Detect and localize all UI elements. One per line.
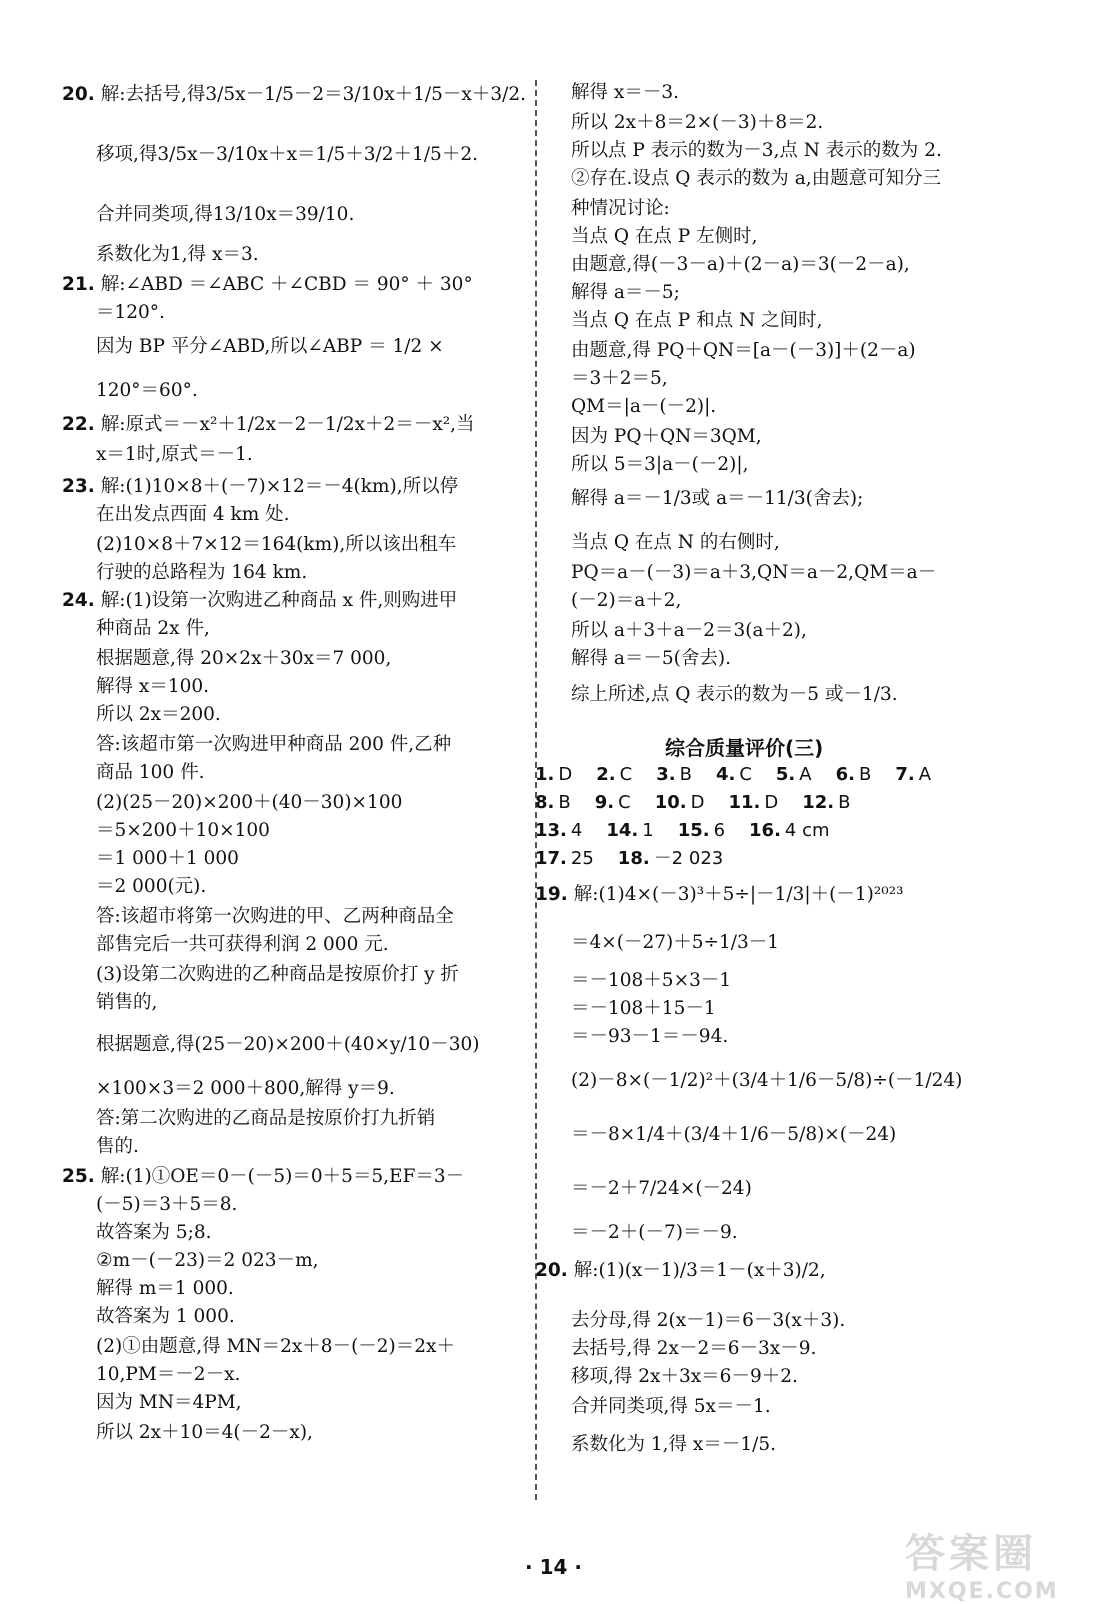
right-line (535, 1260, 826, 1282)
right-line: ②存在.设点 Q 表示的数为 a,由题意可知分三 (571, 168, 942, 189)
left-line (96, 244, 259, 266)
left-line (62, 414, 475, 436)
right-line (571, 1070, 962, 1092)
left-line (62, 476, 458, 498)
answer-row (535, 764, 955, 786)
answer-value: C (618, 792, 631, 813)
line-text: 去括号,得 2x－2＝6－3x－9. (571, 1338, 817, 1359)
left-line (96, 792, 402, 814)
line-text: 解:(1)4×(－3)³＋5÷|－1/3|＋(－1)²⁰²³ (573, 884, 904, 905)
answer-number: 2. (596, 764, 616, 785)
section-title: 综合质量评价(三) (665, 736, 824, 760)
left-line (62, 1166, 464, 1188)
answer-value: B (838, 792, 851, 813)
line-text: 解:(1)10×8＋(－7)×12＝－4(km),所以停 (100, 476, 459, 497)
left-line (96, 992, 157, 1014)
right-line (571, 970, 731, 992)
line-text: ＝2 000(元). (96, 876, 207, 897)
left-line (96, 534, 456, 556)
answer-number: 15. (677, 820, 710, 841)
answer-value: －2 023 (653, 848, 724, 869)
right-line: ＝3＋2＝5, (571, 368, 668, 389)
line-text: ＝4×(－27)＋5÷1/3－1 (571, 932, 780, 953)
question-number: 20. (62, 84, 95, 105)
right-line (571, 1310, 845, 1332)
line-text: (2)(25－20)×200＋(40－30)×100 (96, 792, 403, 813)
right-line (571, 1366, 798, 1388)
answer-value: 1 (642, 820, 654, 841)
line-text: 答:该超市将第一次购进的甲、乙两种商品全 (96, 906, 454, 927)
right-line (571, 1338, 816, 1360)
line-text: 故答案为 1 000. (96, 1306, 235, 1327)
line-text: 移项,得 2x＋3x＝6－9＋2. (571, 1366, 798, 1387)
line-text: ＝－108＋5×3－1 (571, 970, 732, 991)
right-line: 解得 a＝－1/3或 a＝－11/3(舍去); (571, 488, 864, 509)
left-line (96, 618, 210, 640)
left-line (96, 820, 270, 842)
line-text: 10,PM＝－2－x. (96, 1364, 241, 1385)
line-text: 所以 2x＋10＝4(－2－x), (96, 1422, 313, 1443)
right-line: 由题意,得(－3－a)＋(2－a)＝3(－2－a), (571, 254, 910, 275)
left-line (96, 906, 454, 928)
line-text: 根据题意,得 20×2x＋30x＝7 000, (96, 648, 392, 669)
right-line (571, 1396, 771, 1418)
right-line: PQ＝a－(－3)＝a＋3,QN＝a－2,QM＝a－ (571, 562, 937, 583)
line-text: 解:原式＝－x²＋1/2x－2－1/2x＋2＝－x²,当 (100, 414, 475, 435)
line-text: 根据题意,得(25－20)×200＋(40×y/10－30) (96, 1034, 480, 1055)
left-line (62, 590, 457, 612)
question-number: 23. (62, 476, 95, 497)
right-line: (－2)＝a＋2, (571, 590, 682, 611)
line-text: 解得 m＝1 000. (96, 1278, 234, 1299)
line-text: 销售的, (96, 992, 158, 1013)
line-text: 解:(1)①OE＝0－(－5)＝0＋5＝5,EF＝3－ (100, 1166, 465, 1187)
right-line: 解得 a＝－5; (571, 282, 680, 303)
right-line (571, 998, 716, 1020)
line-text: ＝120°. (96, 302, 165, 323)
answer-value: 4 cm (784, 820, 830, 841)
left-line (96, 876, 206, 898)
right-line: 所以点 P 表示的数为－3,点 N 表示的数为 2. (571, 140, 942, 161)
question-number: 22. (62, 414, 95, 435)
line-text: ＝－2＋7/24×(－24) (571, 1178, 752, 1199)
answer-number: 4. (715, 764, 736, 785)
answer-number: 17. (535, 848, 567, 869)
line-text: 解:∠ABD ＝∠ABC ＋∠CBD ＝ 90° ＋ 30° (100, 274, 473, 295)
left-line (96, 444, 253, 466)
right-line: 解得 a＝－5(舍去). (571, 648, 731, 669)
line-text: 去分母,得 2(x－1)＝6－3(x＋3). (571, 1310, 846, 1331)
line-text: 系数化为1,得 x＝3. (96, 244, 259, 265)
line-text: 系数化为 1,得 x＝－1/5. (571, 1434, 777, 1455)
answer-value: 25 (570, 848, 594, 869)
answer-number: 11. (728, 792, 761, 813)
answer-number: 1. (535, 764, 555, 785)
answer-number: 6. (835, 764, 855, 785)
line-text: (2)①由题意,得 MN＝2x＋8－(－2)＝2x＋ (96, 1336, 455, 1357)
left-line (96, 1392, 242, 1414)
right-line (571, 1434, 776, 1456)
line-text: ＝－93－1＝－94. (571, 1026, 729, 1047)
right-line (571, 1178, 752, 1200)
answer-number: 13. (535, 820, 567, 841)
answer-number: 14. (606, 820, 639, 841)
watermark-line1: 答案圈 (905, 1531, 1037, 1577)
left-line (96, 704, 221, 726)
answer-number: 7. (895, 764, 915, 785)
line-text: ＝－2＋(－7)＝－9. (571, 1222, 738, 1243)
question-number: 24. (62, 590, 95, 611)
answer-number: 10. (654, 792, 687, 813)
right-line (571, 1026, 728, 1048)
line-text: 120°＝60°. (96, 380, 198, 401)
line-text: 解:去括号,得3/5x－1/5－2＝3/10x＋1/5－x＋3/2. (100, 84, 526, 105)
right-line: 当点 Q 在点 P 和点 N 之间时, (571, 310, 823, 331)
line-text: 合并同类项,得 5x＝－1. (571, 1396, 771, 1417)
answer-number: 8. (535, 792, 555, 813)
left-line (96, 1278, 234, 1300)
line-text: 解:(1)设第一次购进乙种商品 x 件,则购进甲 (100, 590, 458, 611)
answer-number: 16. (749, 820, 781, 841)
right-line: 由题意,得 PQ＋QN＝[a－(－3)]＋(2－a) (571, 340, 916, 361)
line-text: 所以 2x＝200. (96, 704, 221, 725)
answer-row (535, 820, 854, 842)
line-text: 合并同类项,得13/10x＝39/10. (96, 204, 355, 225)
answer-value: A (918, 764, 932, 785)
answer-value: 4 (570, 820, 583, 841)
left-line (96, 762, 204, 784)
line-text: ②m－(－23)＝2 023－m, (96, 1250, 319, 1271)
left-line (96, 734, 451, 756)
left-line (96, 1306, 235, 1328)
right-line: 因为 PQ＋QN＝3QM, (571, 426, 762, 447)
answer-row (535, 792, 874, 814)
answer-number: 18. (617, 848, 650, 869)
line-text: 移项,得3/5x－3/10x＋x＝1/5＋3/2＋1/5＋2. (96, 144, 478, 165)
right-line (571, 932, 779, 954)
question-number: 20. (535, 1260, 568, 1281)
line-text: ＝－8×1/4＋(3/4＋1/6－5/8)×(－24) (571, 1124, 897, 1145)
answer-value: C (619, 764, 633, 785)
line-text: (2)－8×(－1/2)²＋(3/4＋1/6－5/8)÷(－1/24) (571, 1070, 963, 1091)
right-line: 综上所述,点 Q 表示的数为－5 或－1/3. (571, 684, 898, 705)
line-text: (－5)＝3＋5＝8. (96, 1194, 238, 1215)
answer-number: 12. (802, 792, 835, 813)
right-line (535, 884, 904, 906)
left-line (96, 504, 290, 526)
line-text: ×100×3＝2 000＋800,解得 y＝9. (96, 1078, 395, 1099)
line-text: x＝1时,原式＝－1. (96, 444, 253, 465)
left-line (96, 1194, 237, 1216)
answer-number: 9. (594, 792, 615, 813)
left-line (96, 1222, 212, 1244)
answer-value: A (799, 764, 812, 785)
line-text: 解:(1)(x－1)/3＝1－(x＋3)/2, (573, 1260, 826, 1281)
line-text: 行驶的总路程为 164 km. (96, 562, 308, 583)
left-line (96, 562, 307, 584)
line-text: ＝1 000＋1 000 (96, 848, 239, 869)
left-line (96, 144, 478, 166)
line-text: (2)10×8＋7×12＝164(km),所以该出租车 (96, 534, 457, 555)
left-line (96, 1078, 395, 1100)
left-line (96, 648, 391, 670)
watermark-logo (905, 1522, 1095, 1604)
right-line: 解得 x＝－3. (571, 82, 679, 103)
answer-row (535, 848, 747, 870)
right-line: 当点 Q 在点 P 左侧时, (571, 226, 758, 247)
right-line: 所以 2x＋8＝2×(－3)＋8＝2. (571, 112, 824, 133)
column-divider (535, 80, 537, 1500)
right-line: 当点 Q 在点 N 的右侧时, (571, 532, 780, 553)
watermark-line2: MXQE.COM (905, 1579, 1059, 1604)
line-text: 因为 MN＝4PM, (96, 1392, 242, 1413)
line-text: ＝5×200＋10×100 (96, 820, 270, 841)
question-number: 21. (62, 274, 95, 295)
answer-value: D (558, 764, 573, 785)
left-line (96, 1364, 240, 1386)
right-line: 种情况讨论: (571, 198, 670, 219)
left-line (96, 380, 198, 402)
answer-value: B (558, 792, 571, 813)
left-line (96, 1422, 313, 1444)
left-line (96, 1034, 479, 1056)
left-line (96, 1108, 435, 1130)
left-line (96, 676, 209, 698)
left-line (96, 934, 389, 956)
answer-value: B (858, 764, 872, 785)
left-line (96, 848, 239, 870)
left-line (96, 964, 459, 986)
right-line: 所以 a＋3＋a－2＝3(a＋2), (571, 620, 807, 641)
right-line (571, 1222, 738, 1244)
question-number: 19. (535, 884, 568, 905)
left-line (96, 1250, 319, 1272)
line-text: (3)设第二次购进的乙种商品是按原价打 y 折 (96, 964, 459, 985)
left-line (62, 84, 526, 106)
line-text: 商品 100 件. (96, 762, 205, 783)
line-text: 在出发点西面 4 km 处. (96, 504, 290, 525)
line-text: 故答案为 5;8. (96, 1222, 212, 1243)
answer-value: B (679, 764, 692, 785)
left-line (62, 274, 473, 296)
line-text: 答:该超市第一次购进甲种商品 200 件,乙种 (96, 734, 452, 755)
left-line (96, 302, 165, 324)
answer-value: C (739, 764, 752, 785)
line-text: 售的. (96, 1136, 139, 1157)
answer-number: 3. (656, 764, 676, 785)
page-number: · 14 · (525, 1555, 582, 1579)
left-line (96, 336, 444, 358)
right-line: 所以 5＝3|a－(－2)|, (571, 454, 749, 475)
line-text: 种商品 2x 件, (96, 618, 210, 639)
right-line: QM＝|a－(－2)|. (571, 396, 717, 417)
right-line (571, 1124, 896, 1146)
answer-value: 6 (713, 820, 726, 841)
line-text: 答:第二次购进的乙商品是按原价打九折销 (96, 1108, 436, 1129)
left-line (96, 1336, 455, 1358)
answer-number: 5. (775, 764, 796, 785)
line-text: 部售完后一共可获得利润 2 000 元. (96, 934, 389, 955)
line-text: 解得 x＝100. (96, 676, 210, 697)
line-text: 因为 BP 平分∠ABD,所以∠ABP ＝ 1/2 × (96, 336, 444, 357)
answer-value: D (764, 792, 779, 813)
left-line (96, 1136, 139, 1158)
answer-value: D (690, 792, 705, 813)
left-line (96, 204, 354, 226)
line-text: ＝－108＋15－1 (571, 998, 716, 1019)
question-number: 25. (62, 1166, 95, 1187)
